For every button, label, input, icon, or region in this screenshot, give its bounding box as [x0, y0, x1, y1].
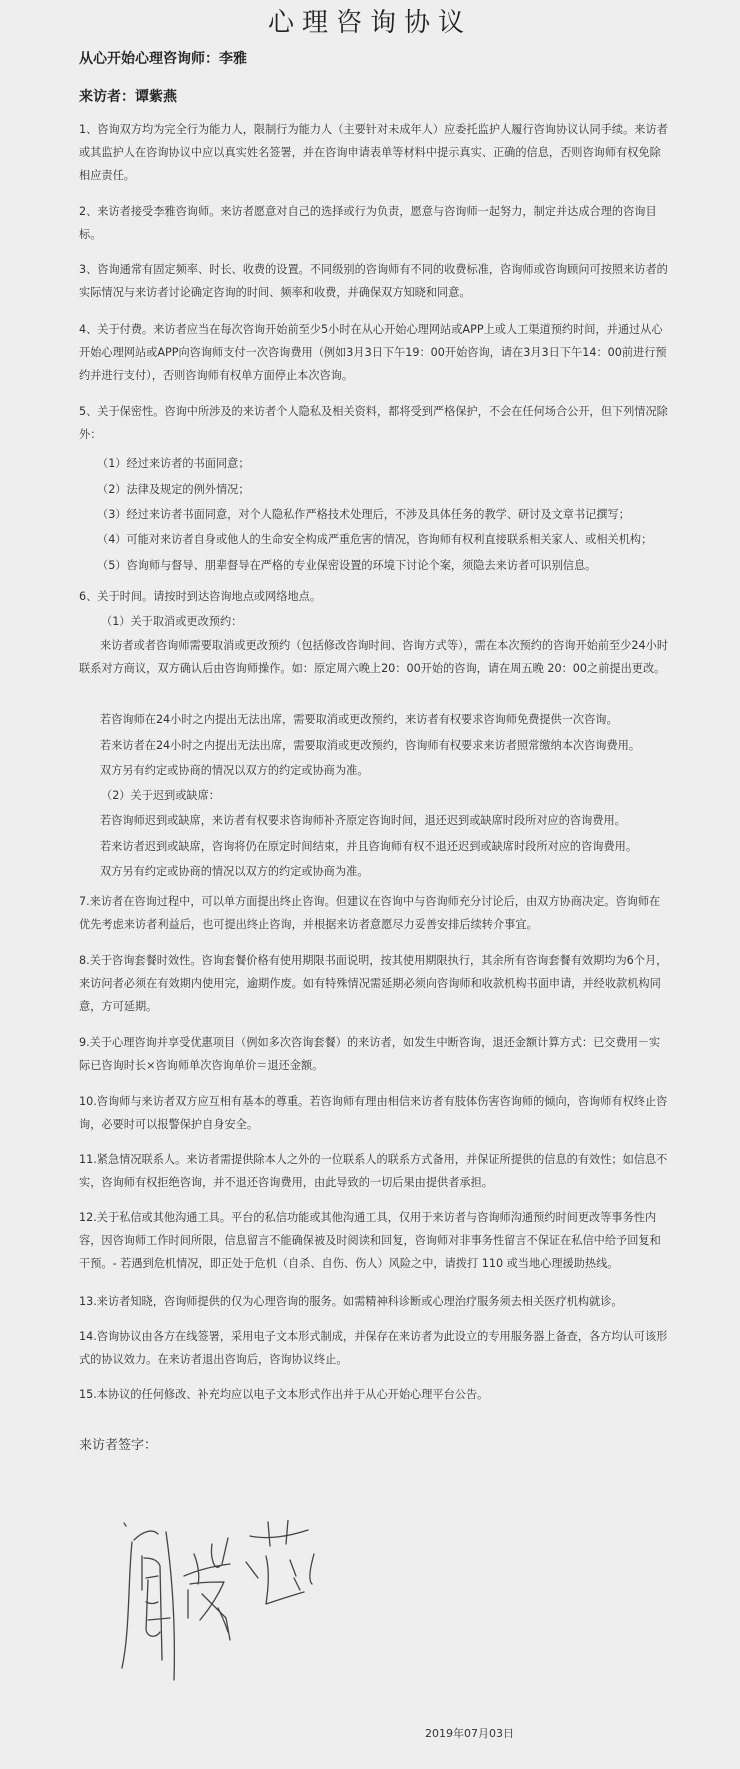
- counselor-line: 从心开始心理咨询师：李雅: [79, 51, 247, 67]
- clause-1: 1、咨询双方均为完全行为能力人，限制行为能力人（主要针对未成年人）应委托监护人履行咨询协议认同手续。来访者或其监护人在咨询协议中应以真实姓名签署，并在咨询申请表单等材料中提示真实、正确的信息，否则咨询师有权免除相应责任。: [79, 123, 668, 182]
- signing-date: 2019年07月03日: [425, 1727, 514, 1740]
- clause-9: 9.关于心理咨询并享受优惠项目（例如多次咨询套餐）的来访者，如发生中断咨询，退还金额计算方式：已交费用－实际已咨询时长×咨询师单次咨询单价＝退还金额。: [79, 1036, 661, 1072]
- clause-5: 5、关于保密性。咨询中所涉及的来访者个人隐私及相关资料，都将受到严格保护，不会在任何场合公开，但下列情况除外：: [79, 405, 668, 441]
- clause-8: 8.关于咨询套餐时效性。咨询套餐价格有使用期限书面说明，按其使用期限执行，其余所有咨询套餐有效期均为6个月，来访问者必须在有效期内使用完，逾期作废。如有特殊情况需延期必须向咨询师和收款机构书面申请，并经收款机构同意，方可延期。: [79, 954, 668, 1013]
- clause-13: 13.来访者知晓，咨询师提供的仅为心理咨询的服务。如需精神科诊断或心理治疗服务须去相关医疗机构就诊。: [79, 1295, 623, 1308]
- clause-7: 7.来访者在咨询过程中，可以单方面提出终止咨询。但建议在咨询中与咨询师充分讨论后，由双方协商决定。咨询师在优先考虑来访者利益后，也可提出终止咨询，并根据来访者意愿尽力妥善安排后续转介事宜。: [79, 895, 661, 931]
- clause-6-sub1-text: 来访者或者咨询师需要取消或更改预约（包括修改咨询时间、咨询方式等），需在本次预约的咨询开始前至少24小时联系对方商议，双方确认后由咨询师操作。如：原定周六晚上20：00开始的咨询，请在周五晚 20：00之前提出更改。: [79, 639, 669, 675]
- handwritten-signature: [118, 1520, 338, 1700]
- clause-6-intro: 6、关于时间。请按时到达咨询地点或网络地点。: [79, 590, 322, 603]
- clause-6-sub2-line: 双方另有约定或协商的情况以双方的约定或协商为准。: [100, 865, 369, 878]
- clause-6-sub1-line: 若来访者在24小时之内提出无法出席，需要取消或更改预约，咨询师有权要求来访者照常缴纳本次咨询费用。: [100, 739, 641, 752]
- clause-15: 15.本协议的任何修改、补充均应以电子文本形式作出并于从心开始心理平台公告。: [79, 1388, 489, 1401]
- clause-6-sub1-line: 若咨询师在24小时之内提出无法出席，需要取消或更改预约，来访者有权要求咨询师免费提供一次咨询。: [100, 713, 618, 726]
- confidential-item: （4）可能对来访者自身或他人的生命安全构成严重危害的情况，咨询师有权利直接联系相关家人、或相关机构；: [97, 533, 653, 546]
- confidential-item: （3）经过来访者书面同意，对个人隐私作严格技术处理后，不涉及具体任务的教学、研讨及文章书记撰写；: [97, 508, 630, 521]
- clause-4: 4、关于付费。来访者应当在每次咨询开始前至少5小时在从心开始心理网站或APP上或人工渠道预约时间，并通过从心开始心理网站或APP向咨询师支付一次咨询费用（例如3月3日下午19：00开始咨询，请在3月3日下午14：00前进行预约并进行支付），否则咨询师有权单方面停止本次咨询。: [79, 323, 667, 382]
- page-title: 心理咨询协议: [267, 8, 472, 38]
- clause-14: 14.咨询协议由各方在线签署，采用电子文本形式制成，并保存在来访者为此设立的专用服务器上备查，各方均认可该形式的协议效力。在来访者退出咨询后，咨询协议终止。: [79, 1330, 668, 1366]
- clause-3: 3、咨询通常有固定频率、时长、收费的设置。不同级别的咨询师有不同的收费标准，咨询师或咨询顾问可按照来访者的实际情况与来访者讨论确定咨询的时间、频率和收费，并确保双方知晓和同意。: [79, 263, 668, 299]
- confidential-item: （5）咨询师与督导、朋辈督导在严格的专业保密设置的环境下讨论个案，须隐去来访者可识别信息。: [97, 559, 597, 572]
- confidential-item: （1）经过来访者的书面同意；: [97, 457, 250, 470]
- clause-11: 11.紧急情况联系人。来访者需提供除本人之外的一位联系人的联系方式备用，并保证所提供的信息的有效性；如信息不实，咨询师有权拒绝咨询，并不退还咨询费用，由此导致的一切后果由提供者承担。: [79, 1153, 668, 1189]
- signature-label: 来访者签字：: [79, 1438, 158, 1453]
- clause-6-sub1-title: （1）关于取消或更改预约：: [101, 615, 243, 628]
- clause-6-sub1-line: 双方另有约定或协商的情况以双方的约定或协商为准。: [100, 764, 369, 777]
- clause-6-sub2-line: 若来访者迟到或缺席，咨询将仍在原定时间结束，并且咨询师有权不退还迟到或缺席时段所对应的咨询费用。: [100, 840, 638, 853]
- client-line: 来访者：谭紫燕: [79, 89, 177, 105]
- clause-10: 10.咨询师与来访者双方应互相有基本的尊重。若咨询师有理由相信来访者有肢体伤害咨询师的倾向，咨询师有权终止咨询，必要时可以报警保护自身安全。: [79, 1095, 668, 1131]
- confidential-item: （2）法律及规定的例外情况；: [97, 483, 250, 496]
- clause-6-sub2-title: （2）关于迟到或缺席：: [101, 789, 220, 802]
- clause-2: 2、来访者接受李雅咨询师。来访者愿意对自己的选择或行为负责，愿意与咨询师一起努力，制定并达成合理的咨询目标。: [79, 205, 657, 241]
- clause-12: 12.关于私信或其他沟通工具。平台的私信功能或其他沟通工具，仅用于来访者与咨询师沟通预约时间更改等事务性内容，因咨询师工作时间所限，信息留言不能确保被及时阅读和回复，咨询师对非事务性留言不保证在私信中给予回复和干预。- 若遇到危机情况，即正处于危机（自杀、自伤、伤人）风险之中，请拨打 110 或当地心理援助热线。: [79, 1211, 661, 1270]
- clause-6-sub2-line: 若咨询师迟到或缺席，来访者有权要求咨询师补齐原定咨询时间，退还迟到或缺席时段所对应的咨询费用。: [100, 814, 626, 827]
